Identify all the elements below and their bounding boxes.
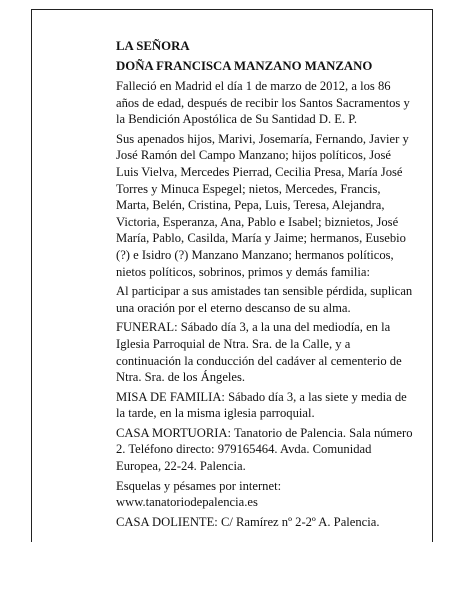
- request-paragraph: Al participar a sus amistades tan sensible pérdida, suplican una oración por el eterno descanso de su alma.: [116, 284, 413, 315]
- obituary-heading: [116, 38, 416, 75]
- family-paragraph: Sus apenados hijos, Marivi, Josemaría, Fernando, Javier y José Ramón del Campo Manzano; hijos políticos, José Luis Vielva, Mercedes Pierrad, Cecilia Presa, María José Torres y Minuca Espegel; nietos, Mercedes, Francis, Marta, Belén, Cristina, Pepa, Luis, Teresa, Alejandra, Victoria, Esperanza, Ana, Pablo e Isabel; biznietos, José María, Pablo, Casilda, María y Jaime; hermanos, Eusebio (?) e Isidro (?) Manzano Manzano; hermanos políticos, nietos políticos, sobrinos, primos y demás familia:: [116, 131, 409, 279]
- family-mass-paragraph: MISA DE FAMILIA: Sábado día 3, a las siete y media de la tarde, en la misma iglesia parroquial.: [116, 389, 407, 421]
- obituary-notice: [116, 38, 416, 533]
- death-paragraph: Falleció en Madrid el día 1 de marzo de 2012, a los 86 años de edad, después de recibir los Santos Sacramentos y la Bendición Apostólica de Su Santidad D. E. P.: [116, 79, 410, 127]
- frame-top-border: [31, 9, 433, 10]
- heading-title: LA SEÑORA: [116, 39, 190, 53]
- internet-condolences-paragraph: Esquelas y pésames por internet: www.tanatoriodepalencia.es: [116, 478, 282, 510]
- family-home-paragraph: CASA DOLIENTE: C/ Ramírez nº 2-2º A. Palencia.: [116, 514, 380, 529]
- frame-right-border: [432, 9, 433, 542]
- deceased-name: DOÑA FRANCISCA MANZANO MANZANO: [116, 59, 373, 73]
- frame-left-border: [31, 9, 32, 542]
- funeral-home-paragraph: CASA MORTUORIA: Tanatorio de Palencia. Sala número 2. Teléfono directo: 979165464. Avda. Comunidad Europea, 22-24. Palencia.: [116, 425, 413, 474]
- funeral-paragraph: FUNERAL: Sábado día 3, a la una del mediodía, en la Iglesia Parroquial de Ntra. Sra. de la Calle, y a continuación la conducción del cadáver al cementerio de Ntra. Sra. de los Ángeles.: [116, 320, 402, 385]
